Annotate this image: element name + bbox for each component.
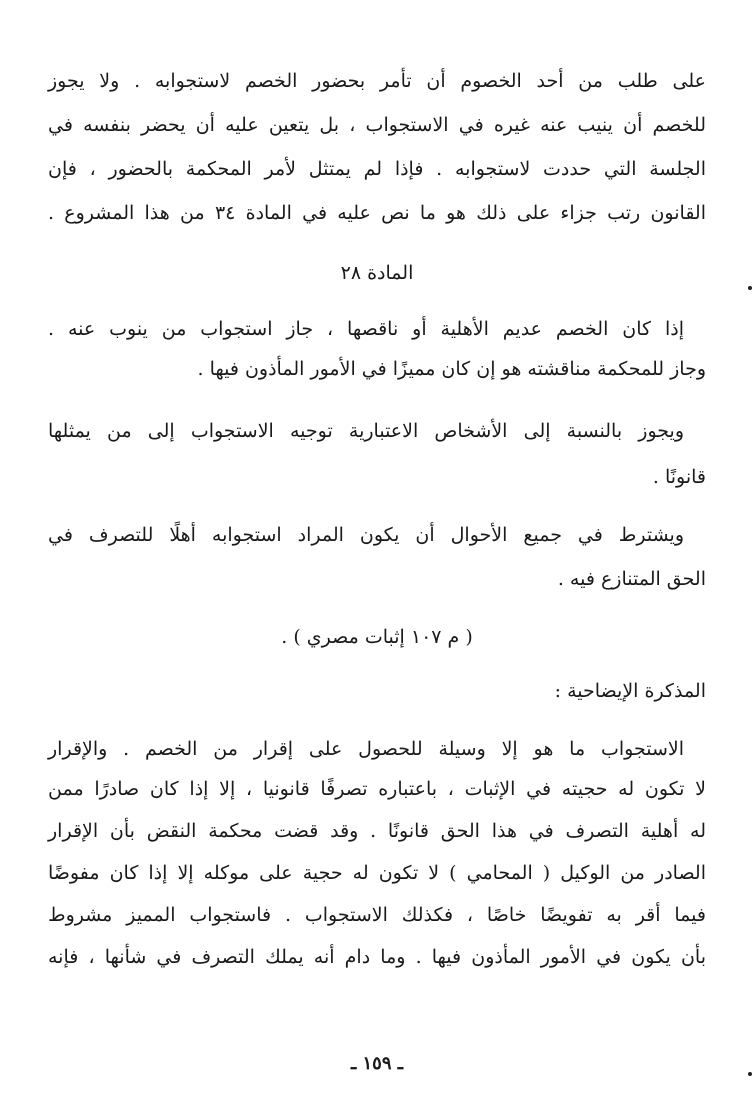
text-line: ويجوز بالنسبة إلى الأشخاص الاعتبارية توجيه الاستجواب إلى من يمثلها — [48, 420, 684, 442]
text-line: على طلب من أحد الخصوم أن تأمر بحضور الخصم لاستجوابه . ولا يجوز — [48, 70, 706, 92]
text-line: القانون رتب جزاء على ذلك هو ما نص عليه في المادة ٣٤ من هذا المشروع . — [48, 202, 707, 224]
text-line: الحق المتنازع فيه . — [557, 568, 706, 590]
text-line: للخصم أن ينيب عنه غيره في الاستجواب ، بل يتعين عليه أن يحضر بنفسه في — [48, 114, 706, 136]
scan-mark — [748, 286, 752, 290]
text-line: فيما أقر به تفويضًا خاصًا ، فكذلك الاستجواب . فاستجواب المميز مشروط — [48, 904, 706, 926]
text-line: بأن يكون في الأمور المأذون فيها . وما دام أنه يملك التصرف في شأنها ، فإنه — [48, 946, 706, 968]
text-line: وجاز للمحكمة مناقشته هو إن كان مميزًا في الأمور المأذون فيها . — [197, 358, 706, 380]
text-line: الصادر من الوكيل ( المحامي ) لا تكون له حجية على موكله إلا إذا كان مفوضًا — [48, 862, 706, 884]
article-heading: المادة ٢٨ — [340, 262, 414, 284]
text-line: الاستجواب ما هو إلا وسيلة للحصول على إقرار من الخصم . والإقرار — [48, 738, 684, 760]
scan-mark — [748, 1072, 752, 1076]
text-line: إذا كان الخصم عديم الأهلية أو ناقصها ، جاز استجواب من ينوب عنه . — [48, 318, 684, 340]
text-line: قانونًا . — [652, 466, 706, 488]
memo-heading: المذكرة الإيضاحية : — [554, 680, 706, 702]
text-line: ويشترط في جميع الأحوال أن يكون المراد استجوابه أهلًا للتصرف في — [48, 524, 684, 546]
page-number: ـ ١٥٩ ـ — [350, 1053, 404, 1074]
text-line: له أهلية التصرف في هذا الحق قانونًا . وقد قضت محكمة النقض بأن الإقرار — [48, 820, 706, 842]
text-line: لا تكون له حجيته في الإثبات ، باعتباره تصرفًا قانونيا ، إلا إذا كان صادرًا ممن — [48, 778, 706, 800]
text-line: الجلسة التي حددت لاستجوابه . فإذا لم يمتثل لأمر المحكمة بالحضور ، فإن — [48, 158, 706, 180]
source-reference: ( م ١٠٧ إثبات مصري ) . — [281, 626, 473, 648]
